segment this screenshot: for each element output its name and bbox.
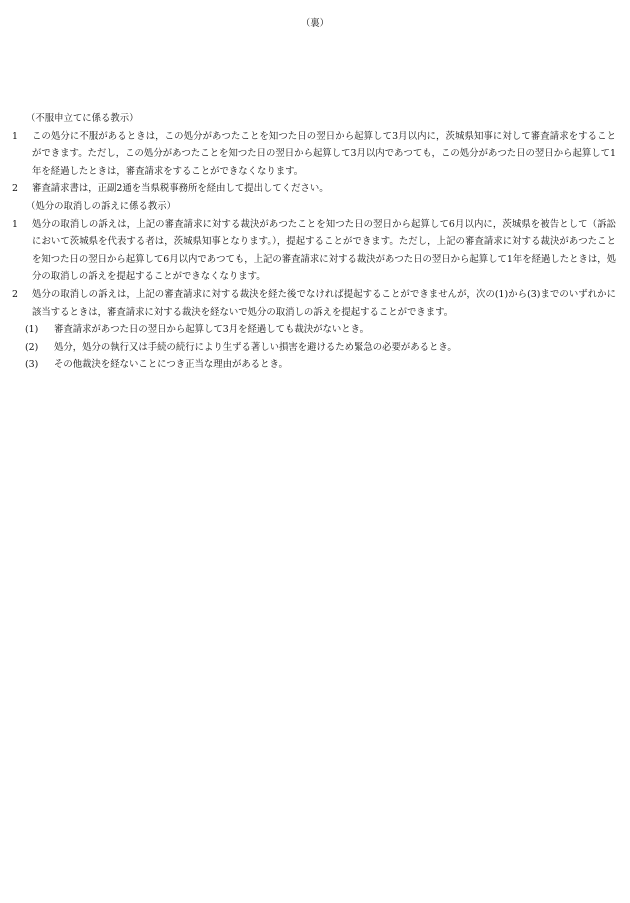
subitem-text: その他裁決を経ないことにつき正当な理由があるとき。 [54,359,288,371]
revocation-suit-instruction-heading: （処分の取消しの訴えに係る教示） [26,200,177,212]
item-text: 処分の取消しの訴えは，上記の審査請求に対する裁決を経た後でなければ提起することができませんが，次の(1)から(3)までのいずれかに該当するときは，審査請求に対する裁決を経ないで処分の取消しの訴えを提起することができます。 [32,288,616,318]
instruction-document [12,110,616,374]
objection-instruction-heading: （不服申立てに係る教示） [26,113,139,124]
objection-item-1 [12,128,616,181]
subitem-text: 審査請求があつた日の翌日から起算して3月を経過しても裁決がないとき。 [54,324,369,336]
item-number: 2 [12,288,18,300]
objection-item-2 [12,180,616,198]
subitem-number: (3) [25,359,39,371]
subitem-text: 処分，処分の執行又は手続の続行により生ずる著しい損害を避けるため緊急の必要があるとき。 [54,341,457,353]
item-text: 処分の取消しの訴えは，上記の審査請求に対する裁決があつたことを知つた日の翌日から起算して6月以内に，茨城県を被告として（訴訟において茨城県を代表する者は，茨城県知事となります。），提起することができます。ただし，上記の審査請求に対する裁決があつたことを知つた日の翌日から起算して6月以内であつても，上記の審査請求に対する裁決があつた日の翌日から起算して1年を経過したときは，処分の取消しの訴えを提起することができなくなります。 [32,218,616,283]
revocation-item-1 [12,216,616,286]
subitem-number: (1) [25,324,39,336]
page-side-label: （裏） [300,18,330,29]
item-text: この処分に不服があるときは，この処分があつたことを知つた日の翌日から起算して3月以内に，茨城県知事に対して審査請求をすることができます。ただし，この処分があつたことを知つた日の翌日から起算して3月以内であつても，この処分があつた日の翌日から起算して1年を経過したときは，審査請求をすることができなくなります。 [32,130,616,177]
revocation-subitem-2 [12,339,616,357]
item-number: 1 [12,218,18,230]
item-number: 1 [12,130,18,142]
item-text: 審査請求書は，正副2通を当県税事務所を経由して提出してください。 [32,183,329,195]
revocation-subitem-3 [12,356,616,374]
subitem-number: (2) [25,341,39,353]
revocation-item-2 [12,286,616,321]
item-number: 2 [12,183,18,195]
revocation-subitem-1 [12,321,616,339]
